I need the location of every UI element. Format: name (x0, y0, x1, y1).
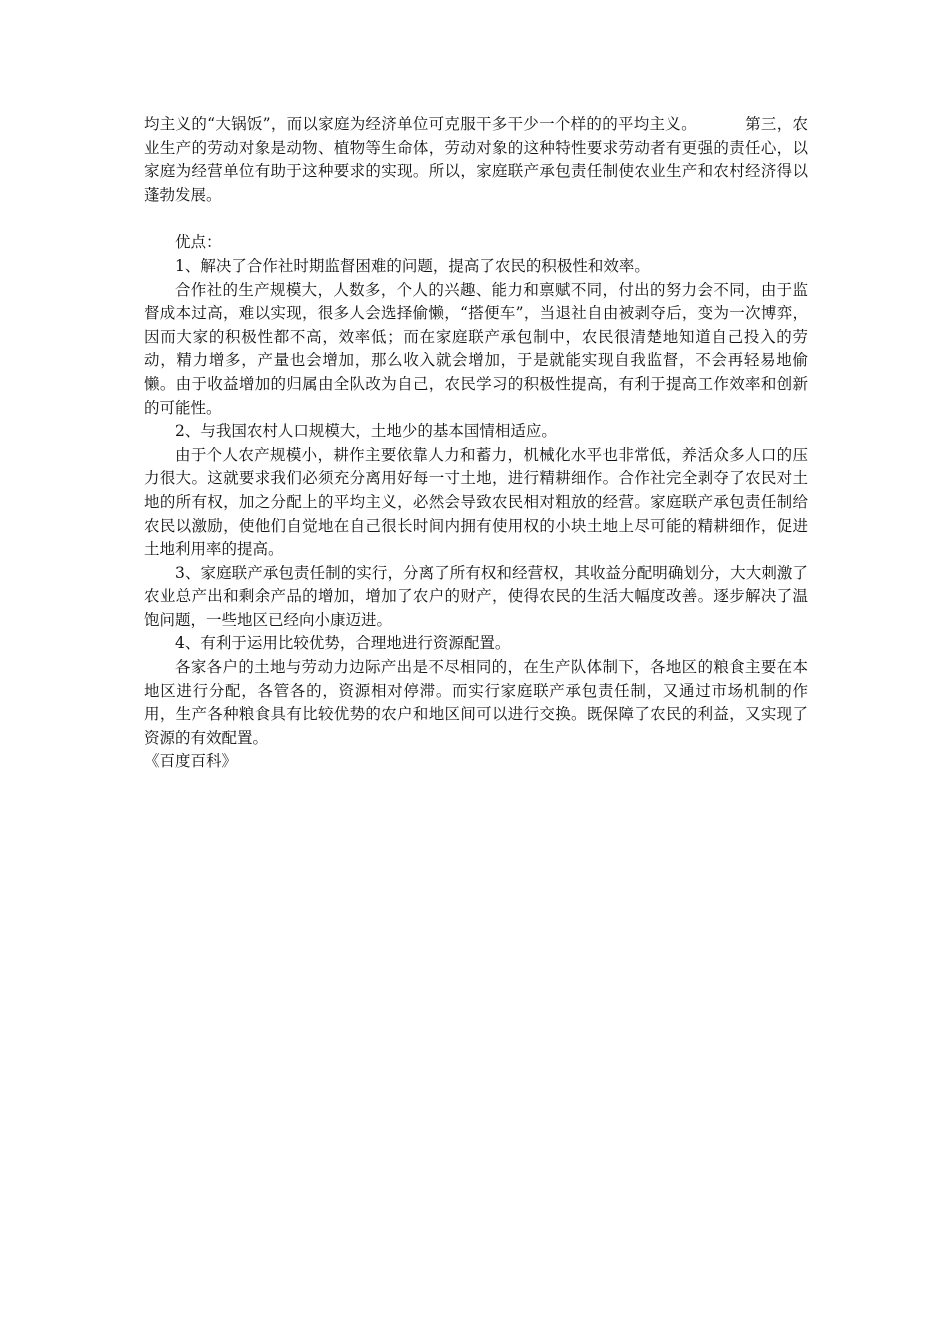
advantage-2-body: 由于个人农产规模小，耕作主要依靠人力和蓄力，机械化水平也非常低，养活众多人口的压力很大。这就要求我们必须充分离用好每一寸土地，进行精耕细作。合作社完全剥夺了农民对土地的所有权，加之分配上的平均主义，必然会导致农民相对粗放的经营。家庭联产承包责任制给农民以激励，使他们自觉地在自己很长时间内拥有使用权的小块土地上尽可能的精耕细作，促进土地利用率的提高。 (144, 445, 808, 559)
intro-part2: 第三，农业生产的劳动对象是动物、植物等生命体，劳动对象的这种特性要求劳动者有更强的责任心，以家庭为经营单位有助于这种要求的实现。所以，家庭联产承包责任制使农业生产和农村经济得以蓬勃发展。 (144, 115, 808, 204)
advantage-2-title: 2、与我国农村人口规模大，土地少的基本国情相适应。 (175, 422, 557, 441)
paragraph-spacer (144, 207, 808, 231)
document-page (144, 113, 808, 774)
advantage-1-body: 合作社的生产规模大，人数多，个人的兴趣、能力和禀赋不同，付出的努力会不同，由于监督成本过高，难以实现，很多人会选择偷懒，“搭便车”，当退社自由被剥夺后，变为一次博弈，因而大家的积极性都不高，效率低；而在家庭联产承包制中，农民很清楚地知道自己投入的劳动，精力增多，产量也会增加，那么收入就会增加，于是就能实现自我监督，不会再轻易地偷懒。由于收益增加的归属由全队改为自己，农民学习的积极性提高，有利于提高工作效率和创新的可能性。 (144, 280, 808, 417)
advantage-4-body: 各家各户的土地与劳动力边际产出是不尽相同的，在生产队体制下，各地区的粮食主要在本地区进行分配，各管各的，资源相对停滞。而实行家庭联产承包责任制，又通过市场机制的作用，生产各种粮食具有比较优势的农户和地区间可以进行交换。既保障了农民的利益，又实现了资源的有效配置。 (144, 658, 808, 747)
intro-part1: 均主义的“大锅饭”，而以家庭为经济单位可克服干多干少一个样的的平均主义。 (144, 115, 697, 133)
advantages-heading: 优点： (175, 233, 222, 252)
intro-paragraph (144, 113, 808, 207)
advantage-1-title: 1、解决了合作社时期监督困难的问题，提高了农民的积极性和效率。 (175, 256, 650, 275)
advantage-3-title: 3、家庭联产承包责任制的实行，分离了所有权和经营权，其收益分配明确划分，大大刺激了农业总产出和剩余产品的增加，增加了农户的财产，使得农民的生活大幅度改善。逐步解决了温饱问题，一些地区已经向小康迈进。 (144, 563, 808, 629)
source-citation: 《百度百科》 (144, 752, 238, 771)
advantage-4-title: 4、有利于运用比较优势，合理地进行资源配置。 (175, 634, 511, 653)
